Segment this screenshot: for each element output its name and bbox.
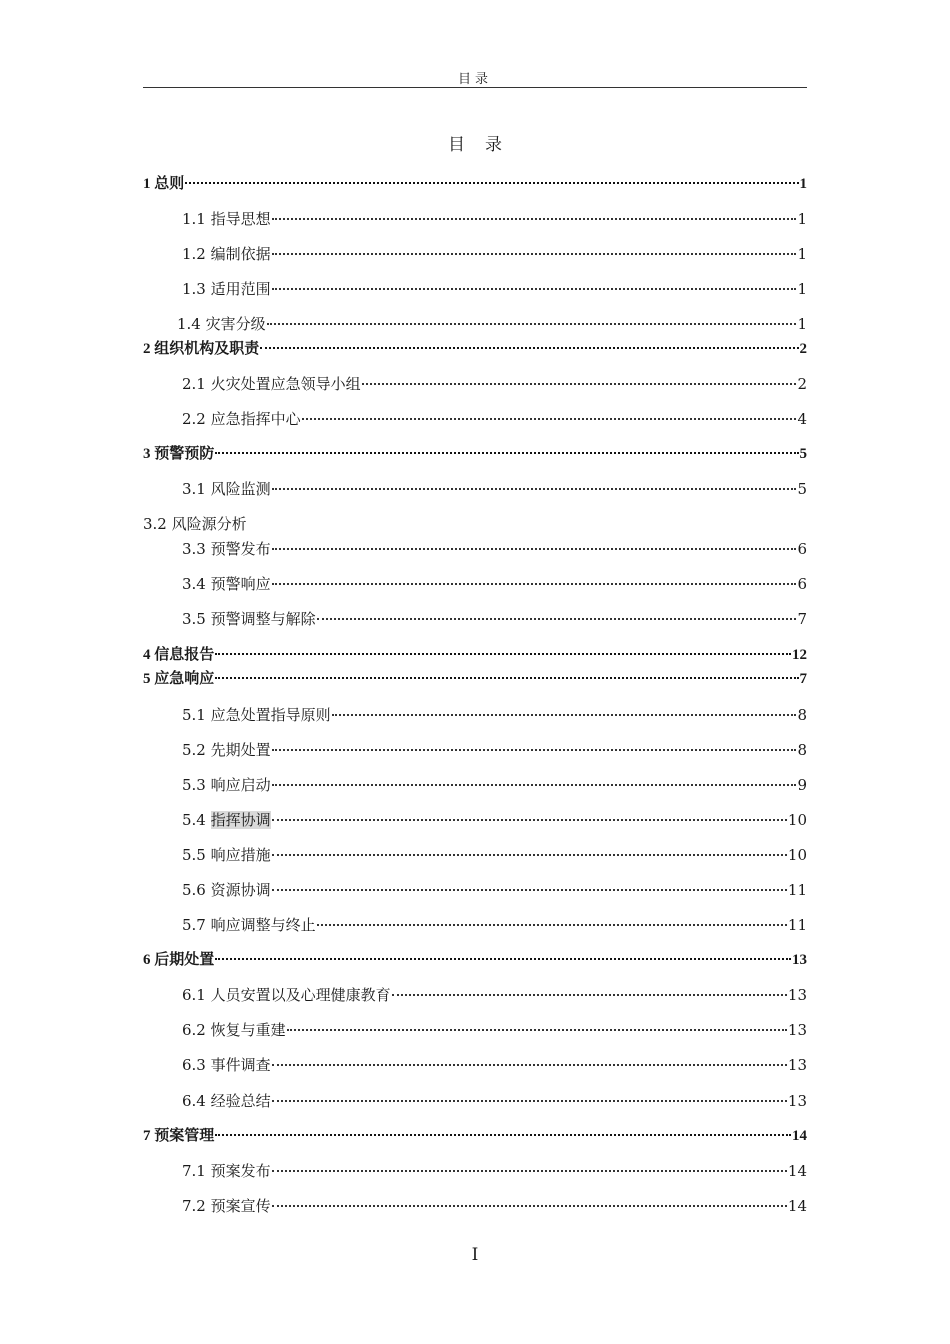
toc-label [182, 539, 271, 559]
toc-number: 7.1 [182, 1162, 206, 1180]
toc-section-entry[interactable] [182, 609, 807, 629]
toc-number: 7.2 [182, 1197, 206, 1215]
toc-page-number: 1 [797, 245, 807, 263]
toc-label [182, 740, 271, 760]
toc-label [182, 244, 271, 264]
toc-label [182, 374, 361, 394]
toc-number: 2.1 [182, 375, 206, 393]
toc-label [143, 339, 259, 359]
toc-page-number: 6 [797, 540, 807, 558]
toc-dot-leader [287, 1029, 787, 1031]
toc-text: 经验总结 [210, 1092, 271, 1110]
toc-dot-leader [272, 854, 787, 856]
page-number: I [471, 1245, 479, 1265]
toc-text: 恢复与重建 [210, 1021, 286, 1039]
toc-number: 6 [143, 952, 151, 968]
toc-section-entry[interactable] [182, 810, 807, 830]
toc-section-entry[interactable] [182, 539, 807, 559]
toc-text: 预案宣传 [210, 1197, 271, 1215]
toc-text: 预案发布 [210, 1162, 271, 1180]
toc-number: 4 [143, 647, 151, 663]
toc-text: 指导思想 [210, 210, 271, 228]
toc-section-entry[interactable] [182, 1161, 807, 1181]
toc-plain-text [143, 514, 247, 534]
toc-page-number: 8 [797, 706, 807, 724]
toc-number: 6.3 [182, 1056, 206, 1074]
toc-page-number: 13 [787, 986, 807, 1004]
toc-page-number: 13 [787, 1056, 807, 1074]
toc-number: 5.1 [182, 706, 206, 724]
toc-dot-leader [317, 924, 787, 926]
toc-text: 应急处置指导原则 [210, 706, 331, 724]
toc-number: 1.4 [177, 315, 201, 333]
toc-dot-leader [332, 714, 797, 716]
toc-label [177, 314, 266, 334]
toc-page-number: 1 [797, 210, 807, 228]
toc-page-number: 13 [787, 1092, 807, 1110]
toc-label [182, 985, 391, 1005]
toc-section-entry[interactable] [182, 244, 807, 264]
toc-label [182, 915, 316, 935]
toc-number: 6.1 [182, 986, 206, 1004]
toc-text: 预警调整与解除 [210, 610, 316, 628]
toc-section-entry[interactable] [182, 880, 807, 900]
toc-page-number: 10 [787, 846, 807, 864]
toc-dot-leader [215, 452, 798, 454]
toc-text: 预警响应 [210, 575, 271, 593]
toc-page-number: 14 [792, 1128, 807, 1144]
toc-page-number: 8 [797, 741, 807, 759]
toc-text: 总则 [154, 176, 185, 192]
toc-label [143, 1126, 214, 1146]
toc-text: 后期处置 [154, 952, 215, 968]
toc-dot-leader [272, 784, 797, 786]
toc-text: 组织机构及职责 [154, 341, 260, 357]
toc-number: 3.4 [182, 575, 206, 593]
toc-section-entry[interactable] [182, 374, 807, 394]
toc-page-number: 9 [797, 776, 807, 794]
toc-number: 2.2 [182, 410, 206, 428]
toc-section-entry[interactable] [182, 985, 807, 1005]
toc-text: 灾害分级 [205, 315, 266, 333]
toc-dot-leader [272, 548, 797, 550]
toc-number: 7 [143, 1128, 151, 1144]
toc-dot-leader [272, 488, 797, 490]
toc-text: 事件调查 [210, 1056, 271, 1074]
toc-label [182, 1196, 271, 1216]
toc-chapter-entry[interactable] [143, 950, 807, 970]
toc-label [143, 950, 214, 970]
toc-dot-leader [362, 383, 797, 385]
toc-dot-leader [272, 1205, 787, 1207]
toc-label [143, 444, 214, 464]
toc-page-number: 2 [797, 375, 807, 393]
toc-dot-leader [392, 994, 787, 996]
toc-page-number: 4 [797, 410, 807, 428]
toc-number: 1.2 [182, 245, 206, 263]
toc-number: 3.3 [182, 540, 206, 558]
toc-section-entry[interactable] [182, 775, 807, 795]
toc-section-entry[interactable] [182, 1196, 807, 1216]
toc-number: 3.1 [182, 480, 206, 498]
toc-number: 5.2 [182, 741, 206, 759]
toc-title-left: 目 [448, 135, 465, 155]
toc-title-right: 录 [485, 135, 502, 155]
toc-page-number: 14 [787, 1197, 807, 1215]
toc-text: 先期处置 [210, 741, 271, 759]
toc-dot-leader [267, 323, 797, 325]
toc-page-number: 7 [799, 671, 807, 687]
toc-chapter-entry[interactable] [143, 339, 807, 359]
toc-page-number: 11 [787, 916, 807, 934]
toc-section-entry[interactable] [182, 1020, 807, 1040]
toc-text: 信息报告 [154, 647, 215, 663]
toc-number: 3.5 [182, 610, 206, 628]
toc-dot-leader [272, 1064, 787, 1066]
toc-section-entry[interactable] [182, 574, 807, 594]
toc-dot-leader [272, 1100, 787, 1102]
toc-label [182, 845, 271, 865]
toc-page-number: 7 [797, 610, 807, 628]
toc-text: 风险源分析 [171, 515, 247, 533]
toc-chapter-entry[interactable] [143, 645, 807, 665]
toc-dot-leader [185, 182, 798, 184]
toc-page-number: 6 [797, 575, 807, 593]
toc-text: 响应调整与终止 [210, 916, 316, 934]
toc-number: 1.1 [182, 210, 206, 228]
toc-page-number: 10 [787, 811, 807, 829]
toc-dot-leader [215, 958, 791, 960]
toc-text: 应急指挥中心 [210, 410, 301, 428]
toc-dot-leader [272, 288, 797, 290]
toc-number: 5.3 [182, 776, 206, 794]
toc-dot-leader [272, 583, 797, 585]
toc-number: 5.5 [182, 846, 206, 864]
toc-page-number: 14 [787, 1162, 807, 1180]
toc-dot-leader [215, 677, 798, 679]
toc-number: 5.6 [182, 881, 206, 899]
toc-chapter-entry[interactable] [143, 1126, 807, 1146]
toc-number: 1 [143, 176, 151, 192]
toc-page-number: 1 [797, 280, 807, 298]
toc-section-entry[interactable] [182, 209, 807, 229]
toc-section-entry[interactable] [182, 1091, 807, 1111]
toc-text: 资源协调 [210, 881, 271, 899]
toc-label [143, 669, 214, 689]
toc-section-entry[interactable] [182, 705, 807, 725]
toc-section-entry[interactable] [182, 740, 807, 760]
toc-page-number: 1 [797, 315, 807, 333]
toc-label [182, 1161, 271, 1181]
toc-text: 响应措施 [210, 846, 271, 864]
toc-page-number: 5 [799, 446, 807, 462]
toc-number: 2 [143, 341, 151, 357]
toc-section-entry[interactable] [182, 915, 807, 935]
toc-label [182, 409, 301, 429]
toc-text: 应急响应 [154, 671, 215, 687]
toc-text: 指挥协调 [210, 811, 271, 829]
toc-chapter-entry[interactable] [143, 174, 807, 194]
toc-number: 6.4 [182, 1092, 206, 1110]
toc-page-number: 2 [799, 341, 807, 357]
toc-number: 5.7 [182, 916, 206, 934]
toc-section-entry[interactable] [182, 279, 807, 299]
toc-number: 3 [143, 446, 151, 462]
toc-label [182, 1091, 271, 1111]
toc-text: 预警发布 [210, 540, 271, 558]
toc-dot-leader [215, 1134, 791, 1136]
toc-text: 火灾处置应急领导小组 [210, 375, 361, 393]
toc-label [143, 174, 184, 194]
toc-label [182, 609, 316, 629]
toc-section-entry[interactable] [182, 409, 807, 429]
toc-dot-leader [272, 253, 797, 255]
toc-label [182, 880, 271, 900]
toc-label [182, 1020, 286, 1040]
toc-label [182, 775, 271, 795]
toc-dot-leader [272, 749, 797, 751]
toc-dot-leader [215, 653, 791, 655]
toc-text: 响应启动 [210, 776, 271, 794]
toc-label [182, 1055, 271, 1075]
toc-page-number: 1 [799, 176, 807, 192]
toc-number: 6.2 [182, 1021, 206, 1039]
toc-section-entry[interactable] [182, 479, 807, 499]
toc-label [182, 479, 271, 499]
toc-dot-leader [260, 347, 798, 349]
toc-dot-leader [272, 1170, 787, 1172]
toc-chapter-entry[interactable] [143, 444, 807, 464]
toc-dot-leader [272, 889, 787, 891]
toc-dot-leader [317, 618, 797, 620]
toc-section-entry[interactable] [182, 1055, 807, 1075]
toc-page-number: 13 [787, 1021, 807, 1039]
toc-page-number: 13 [792, 952, 807, 968]
page-header: 目录 [143, 68, 807, 88]
toc-chapter-entry[interactable] [143, 669, 807, 689]
toc-text: 编制依据 [210, 245, 271, 263]
toc-number: 5 [143, 671, 151, 687]
toc-text: 适用范围 [210, 280, 271, 298]
toc-text: 预案管理 [154, 1128, 215, 1144]
toc-page-number: 5 [797, 480, 807, 498]
toc-label [182, 279, 271, 299]
toc-label [182, 705, 331, 725]
toc-number: 5.4 [182, 811, 206, 829]
toc-dot-leader [272, 819, 787, 821]
toc-text: 预警预防 [154, 446, 215, 462]
toc-page-number: 11 [787, 881, 807, 899]
toc-label [182, 810, 271, 830]
toc-dot-leader [302, 418, 797, 420]
toc-section-entry[interactable] [182, 845, 807, 865]
toc-text: 人员安置以及心理健康教育 [210, 986, 391, 1004]
toc-page-number: 12 [792, 647, 807, 663]
toc-label [182, 209, 271, 229]
toc-number: 1.3 [182, 280, 206, 298]
toc-dot-leader [272, 218, 797, 220]
toc-section-entry[interactable] [177, 314, 807, 334]
toc-label [182, 574, 271, 594]
toc-number: 3.2 [143, 515, 167, 533]
toc-text: 风险监测 [210, 480, 271, 498]
toc-label [143, 645, 214, 665]
